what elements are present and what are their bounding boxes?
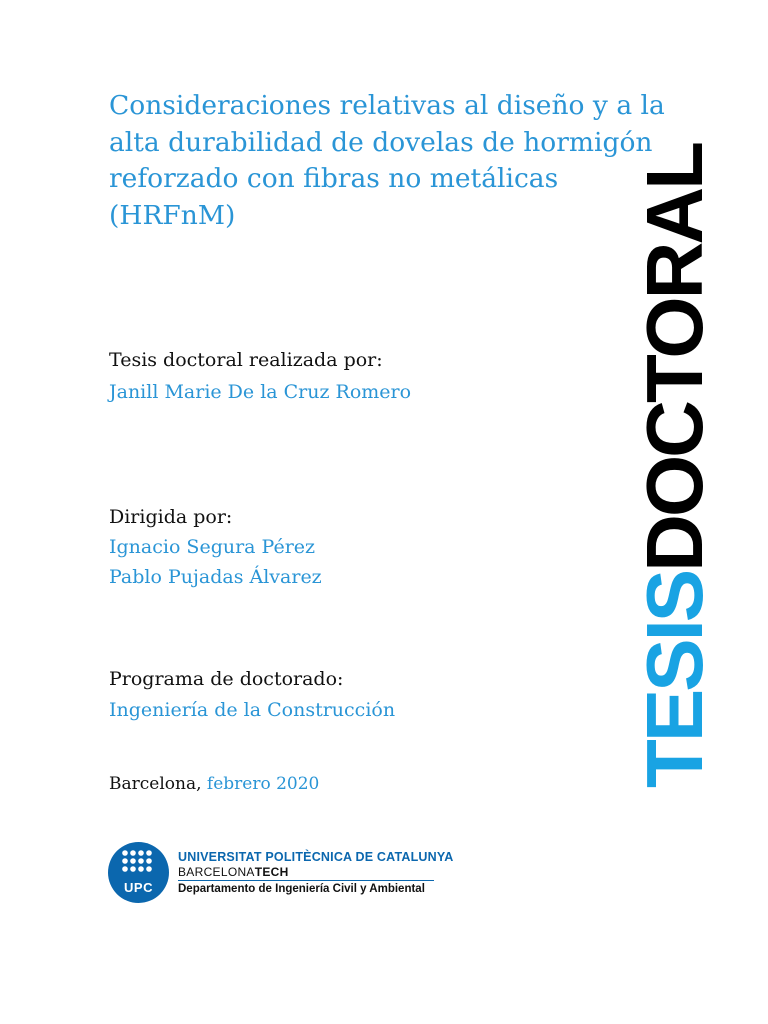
university-sub-bold: TECH <box>254 865 289 879</box>
university-logo <box>108 842 454 904</box>
vertical-word-doctoral: DOCTORAL <box>630 143 719 572</box>
thesis-title: Consideraciones relativas al diseño y a la alta durabilidad de dovelas de hormigón reforzado con fibras no metálicas (HRFnM) <box>109 90 665 231</box>
university-subname <box>178 865 289 879</box>
place: Barcelona, <box>109 774 202 794</box>
university-name: UNIVERSITAT POLITÈCNICA DE CATALUNYA <box>178 850 454 864</box>
director-name: Pablo Pujadas Álvarez <box>109 566 322 588</box>
logo-divider <box>178 880 434 881</box>
vertical-word-tesis: TESIS <box>630 571 719 788</box>
author-name: Janill Marie De la Cruz Romero <box>109 381 412 403</box>
upc-dots-icon <box>121 849 156 877</box>
place-date <box>109 773 319 795</box>
vertical-tesis-doctoral <box>630 143 719 788</box>
upc-logo-icon <box>108 842 169 903</box>
author-label: Tesis doctoral realizada por: <box>109 349 383 371</box>
date: febrero 2020 <box>206 774 320 794</box>
program-name: Ingeniería de la Construcción <box>109 699 396 721</box>
program-label: Programa de doctorado: <box>109 668 344 690</box>
directors-label: Dirigida por: <box>109 506 233 528</box>
director-name: Ignacio Segura Pérez <box>109 536 316 558</box>
department-name: Departamento de Ingeniería Civil y Ambiental <box>178 883 425 895</box>
university-sub-light: BARCELONA <box>178 865 255 879</box>
upc-logo-text: UPC <box>124 880 153 895</box>
